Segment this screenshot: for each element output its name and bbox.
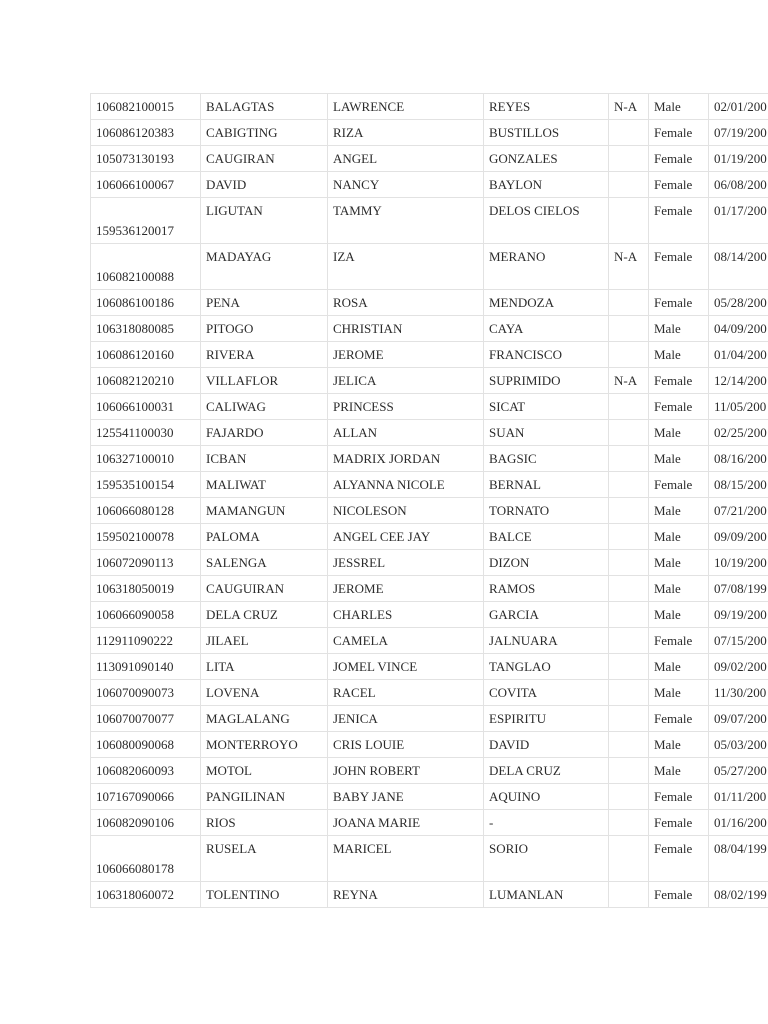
extension-cell: [609, 602, 649, 628]
last-name-cell: RIOS: [201, 810, 328, 836]
table-row: [91, 498, 768, 524]
student-id-cell: 159535100154: [91, 472, 201, 498]
birthdate-cell: 05/27/200: [709, 758, 768, 784]
extension-cell: [609, 172, 649, 198]
student-id-cell: 106072090113: [91, 550, 201, 576]
middle-name-cell: BAYLON: [484, 172, 609, 198]
birthdate-cell: 08/16/200: [709, 446, 768, 472]
last-name-cell: SALENGA: [201, 550, 328, 576]
table-row: [91, 576, 768, 602]
middle-name-cell: SUAN: [484, 420, 609, 446]
student-id-cell: 106086120160: [91, 342, 201, 368]
student-id-cell: 106070090073: [91, 680, 201, 706]
sex-cell: Female: [649, 172, 709, 198]
last-name-cell: CAUGUIRAN: [201, 576, 328, 602]
sex-cell: Male: [649, 732, 709, 758]
last-name-cell: DAVID: [201, 172, 328, 198]
middle-name-cell: DELA CRUZ: [484, 758, 609, 784]
table-row: [91, 550, 768, 576]
middle-name-cell: -: [484, 810, 609, 836]
extension-cell: [609, 550, 649, 576]
sex-cell: Male: [649, 316, 709, 342]
middle-name-cell: RAMOS: [484, 576, 609, 602]
first-name-cell: MARICEL: [328, 836, 484, 882]
middle-name-cell: MERANO: [484, 244, 609, 290]
last-name-cell: RIVERA: [201, 342, 328, 368]
table-row: [91, 172, 768, 198]
last-name-cell: ICBAN: [201, 446, 328, 472]
last-name-cell: MAGLALANG: [201, 706, 328, 732]
student-id-cell: 106327100010: [91, 446, 201, 472]
first-name-cell: LAWRENCE: [328, 94, 484, 120]
student-id-cell: 106066090058: [91, 602, 201, 628]
last-name-cell: CABIGTING: [201, 120, 328, 146]
table-row: [91, 394, 768, 420]
middle-name-cell: SUPRIMIDO: [484, 368, 609, 394]
student-id-cell: 106082100088: [91, 244, 201, 290]
first-name-cell: CHARLES: [328, 602, 484, 628]
last-name-cell: TOLENTINO: [201, 882, 328, 908]
birthdate-cell: 08/02/199: [709, 882, 768, 908]
sex-cell: Male: [649, 446, 709, 472]
student-id-cell: 105073130193: [91, 146, 201, 172]
first-name-cell: IZA: [328, 244, 484, 290]
middle-name-cell: LUMANLAN: [484, 882, 609, 908]
extension-cell: [609, 146, 649, 172]
extension-cell: [609, 420, 649, 446]
last-name-cell: VILLAFLOR: [201, 368, 328, 394]
middle-name-cell: CAYA: [484, 316, 609, 342]
table-row: [91, 732, 768, 758]
extension-cell: [609, 576, 649, 602]
birthdate-cell: 07/08/199: [709, 576, 768, 602]
table-row: [91, 290, 768, 316]
middle-name-cell: BALCE: [484, 524, 609, 550]
last-name-cell: PALOMA: [201, 524, 328, 550]
birthdate-cell: 05/03/200: [709, 732, 768, 758]
student-id-cell: 106082060093: [91, 758, 201, 784]
last-name-cell: JILAEL: [201, 628, 328, 654]
middle-name-cell: TORNATO: [484, 498, 609, 524]
last-name-cell: CAUGIRAN: [201, 146, 328, 172]
first-name-cell: BABY JANE: [328, 784, 484, 810]
middle-name-cell: REYES: [484, 94, 609, 120]
sex-cell: Male: [649, 758, 709, 784]
last-name-cell: BALAGTAS: [201, 94, 328, 120]
table-row: [91, 758, 768, 784]
student-id-cell: 125541100030: [91, 420, 201, 446]
first-name-cell: ANGEL: [328, 146, 484, 172]
sex-cell: Female: [649, 628, 709, 654]
first-name-cell: REYNA: [328, 882, 484, 908]
student-table: [90, 93, 768, 908]
last-name-cell: MADAYAG: [201, 244, 328, 290]
table-row: [91, 120, 768, 146]
extension-cell: [609, 882, 649, 908]
sex-cell: Male: [649, 524, 709, 550]
table-row: [91, 602, 768, 628]
birthdate-cell: 01/04/200: [709, 342, 768, 368]
birthdate-cell: 07/15/200: [709, 628, 768, 654]
birthdate-cell: 09/09/200: [709, 524, 768, 550]
last-name-cell: PITOGO: [201, 316, 328, 342]
middle-name-cell: TANGLAO: [484, 654, 609, 680]
student-id-cell: 106066080178: [91, 836, 201, 882]
birthdate-cell: 12/14/200: [709, 368, 768, 394]
extension-cell: [609, 290, 649, 316]
sex-cell: Female: [649, 472, 709, 498]
first-name-cell: TAMMY: [328, 198, 484, 244]
last-name-cell: MALIWAT: [201, 472, 328, 498]
sex-cell: Female: [649, 784, 709, 810]
last-name-cell: MOTOL: [201, 758, 328, 784]
extension-cell: [609, 498, 649, 524]
extension-cell: [609, 394, 649, 420]
middle-name-cell: DAVID: [484, 732, 609, 758]
first-name-cell: JELICA: [328, 368, 484, 394]
middle-name-cell: ESPIRITU: [484, 706, 609, 732]
table-row: [91, 524, 768, 550]
student-id-cell: 106318050019: [91, 576, 201, 602]
student-id-cell: 106318080085: [91, 316, 201, 342]
extension-cell: [609, 446, 649, 472]
sex-cell: Male: [649, 602, 709, 628]
sex-cell: Female: [649, 198, 709, 244]
student-id-cell: 159536120017: [91, 198, 201, 244]
table-row: [91, 628, 768, 654]
first-name-cell: JOMEL VINCE: [328, 654, 484, 680]
table-row: [91, 784, 768, 810]
first-name-cell: ALLAN: [328, 420, 484, 446]
table-row: [91, 198, 768, 244]
extension-cell: [609, 472, 649, 498]
birthdate-cell: 01/19/200: [709, 146, 768, 172]
table-row: [91, 836, 768, 882]
birthdate-cell: 08/15/200: [709, 472, 768, 498]
extension-cell: [609, 784, 649, 810]
middle-name-cell: MENDOZA: [484, 290, 609, 316]
birthdate-cell: 04/09/200: [709, 316, 768, 342]
birthdate-cell: 07/19/200: [709, 120, 768, 146]
extension-cell: [609, 706, 649, 732]
table-row: [91, 654, 768, 680]
first-name-cell: JOHN ROBERT: [328, 758, 484, 784]
extension-cell: [609, 316, 649, 342]
table-row: [91, 810, 768, 836]
extension-cell: [609, 120, 649, 146]
sex-cell: Male: [649, 498, 709, 524]
extension-cell: [609, 680, 649, 706]
birthdate-cell: 02/25/200: [709, 420, 768, 446]
sex-cell: Female: [649, 146, 709, 172]
table-row: [91, 244, 768, 290]
last-name-cell: MONTERROYO: [201, 732, 328, 758]
extension-cell: [609, 342, 649, 368]
last-name-cell: FAJARDO: [201, 420, 328, 446]
middle-name-cell: GARCIA: [484, 602, 609, 628]
sex-cell: Female: [649, 810, 709, 836]
table-row: [91, 94, 768, 120]
sex-cell: Female: [649, 120, 709, 146]
last-name-cell: LOVENA: [201, 680, 328, 706]
first-name-cell: NICOLESON: [328, 498, 484, 524]
birthdate-cell: 05/28/200: [709, 290, 768, 316]
extension-cell: [609, 758, 649, 784]
extension-cell: N-A: [609, 244, 649, 290]
birthdate-cell: 11/30/200: [709, 680, 768, 706]
extension-cell: [609, 654, 649, 680]
first-name-cell: JEROME: [328, 342, 484, 368]
sex-cell: Male: [649, 342, 709, 368]
first-name-cell: CRIS LOUIE: [328, 732, 484, 758]
first-name-cell: CHRISTIAN: [328, 316, 484, 342]
sex-cell: Female: [649, 394, 709, 420]
first-name-cell: JOANA MARIE: [328, 810, 484, 836]
student-id-cell: 106080090068: [91, 732, 201, 758]
student-id-cell: 106070070077: [91, 706, 201, 732]
sex-cell: Female: [649, 836, 709, 882]
table-row: [91, 680, 768, 706]
student-id-cell: 106082100015: [91, 94, 201, 120]
middle-name-cell: COVITA: [484, 680, 609, 706]
sex-cell: Female: [649, 244, 709, 290]
last-name-cell: LIGUTAN: [201, 198, 328, 244]
extension-cell: [609, 836, 649, 882]
table-row: [91, 316, 768, 342]
middle-name-cell: BERNAL: [484, 472, 609, 498]
middle-name-cell: DIZON: [484, 550, 609, 576]
student-table-container: [90, 93, 768, 908]
student-id-cell: 106066100067: [91, 172, 201, 198]
last-name-cell: DELA CRUZ: [201, 602, 328, 628]
student-id-cell: 106318060072: [91, 882, 201, 908]
last-name-cell: MAMANGUN: [201, 498, 328, 524]
first-name-cell: JENICA: [328, 706, 484, 732]
sex-cell: Female: [649, 290, 709, 316]
first-name-cell: ANGEL CEE JAY: [328, 524, 484, 550]
student-id-cell: 113091090140: [91, 654, 201, 680]
student-id-cell: 159502100078: [91, 524, 201, 550]
middle-name-cell: FRANCISCO: [484, 342, 609, 368]
birthdate-cell: 01/11/200: [709, 784, 768, 810]
sex-cell: Male: [649, 680, 709, 706]
table-body: [91, 94, 768, 908]
last-name-cell: CALIWAG: [201, 394, 328, 420]
birthdate-cell: 01/17/200: [709, 198, 768, 244]
birthdate-cell: 08/04/199: [709, 836, 768, 882]
middle-name-cell: JALNUARA: [484, 628, 609, 654]
first-name-cell: RIZA: [328, 120, 484, 146]
student-id-cell: 106066100031: [91, 394, 201, 420]
table-row: [91, 472, 768, 498]
sex-cell: Female: [649, 368, 709, 394]
table-row: [91, 146, 768, 172]
middle-name-cell: GONZALES: [484, 146, 609, 172]
extension-cell: [609, 628, 649, 654]
student-id-cell: 106082120210: [91, 368, 201, 394]
birthdate-cell: 09/19/200: [709, 602, 768, 628]
middle-name-cell: BUSTILLOS: [484, 120, 609, 146]
last-name-cell: PANGILINAN: [201, 784, 328, 810]
middle-name-cell: BAGSIC: [484, 446, 609, 472]
sex-cell: Male: [649, 94, 709, 120]
last-name-cell: RUSELA: [201, 836, 328, 882]
table-row: [91, 420, 768, 446]
birthdate-cell: 02/01/200: [709, 94, 768, 120]
student-id-cell: 106086120383: [91, 120, 201, 146]
sex-cell: Male: [649, 654, 709, 680]
student-id-cell: 112911090222: [91, 628, 201, 654]
first-name-cell: NANCY: [328, 172, 484, 198]
extension-cell: N-A: [609, 368, 649, 394]
table-row: [91, 882, 768, 908]
middle-name-cell: AQUINO: [484, 784, 609, 810]
last-name-cell: LITA: [201, 654, 328, 680]
first-name-cell: JESSREL: [328, 550, 484, 576]
birthdate-cell: 06/08/200: [709, 172, 768, 198]
sex-cell: Male: [649, 550, 709, 576]
sex-cell: Female: [649, 706, 709, 732]
first-name-cell: PRINCESS: [328, 394, 484, 420]
first-name-cell: ALYANNA NICOLE: [328, 472, 484, 498]
extension-cell: [609, 732, 649, 758]
birthdate-cell: 11/05/200: [709, 394, 768, 420]
student-id-cell: 106066080128: [91, 498, 201, 524]
sex-cell: Female: [649, 882, 709, 908]
table-row: [91, 446, 768, 472]
first-name-cell: CAMELA: [328, 628, 484, 654]
birthdate-cell: 10/19/200: [709, 550, 768, 576]
extension-cell: [609, 810, 649, 836]
table-row: [91, 706, 768, 732]
first-name-cell: JEROME: [328, 576, 484, 602]
first-name-cell: RACEL: [328, 680, 484, 706]
middle-name-cell: DELOS CIELOS: [484, 198, 609, 244]
table-row: [91, 342, 768, 368]
extension-cell: N-A: [609, 94, 649, 120]
student-id-cell: 106082090106: [91, 810, 201, 836]
birthdate-cell: 09/02/200: [709, 654, 768, 680]
birthdate-cell: 07/21/200: [709, 498, 768, 524]
sex-cell: Male: [649, 576, 709, 602]
birthdate-cell: 01/16/200: [709, 810, 768, 836]
extension-cell: [609, 524, 649, 550]
table-row: [91, 368, 768, 394]
extension-cell: [609, 198, 649, 244]
middle-name-cell: SORIO: [484, 836, 609, 882]
birthdate-cell: 08/14/200: [709, 244, 768, 290]
birthdate-cell: 09/07/200: [709, 706, 768, 732]
sex-cell: Male: [649, 420, 709, 446]
student-id-cell: 106086100186: [91, 290, 201, 316]
first-name-cell: ROSA: [328, 290, 484, 316]
student-id-cell: 107167090066: [91, 784, 201, 810]
middle-name-cell: SICAT: [484, 394, 609, 420]
first-name-cell: MADRIX JORDAN: [328, 446, 484, 472]
last-name-cell: PENA: [201, 290, 328, 316]
